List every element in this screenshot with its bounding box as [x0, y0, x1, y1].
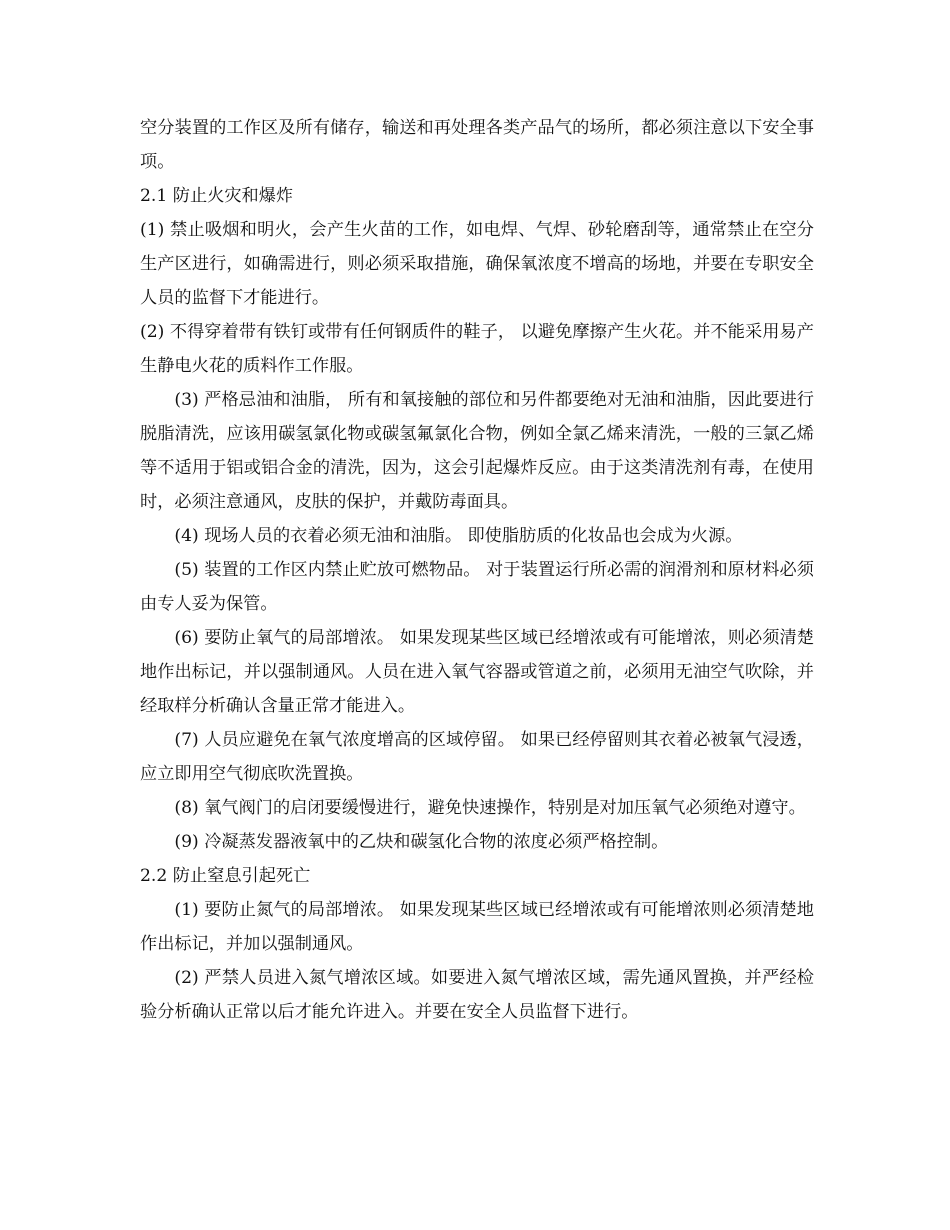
suffocation-item-2: (2) 严禁人员进入氮气增浓区域。如要进入氮气增浓区域，需先通风置换，并严经检验分析确认正常以后才能允许进入。并要在安全人员监督下进行。 [140, 968, 814, 1022]
fire-item-2: (2) 不得穿着带有铁钉或带有任何钢质件的鞋子， 以避免摩擦产生火花。并不能采用易产生静电火花的质料作工作服。 [140, 322, 814, 376]
section-heading-suffocation: 2.2 防止窒息引起死亡 [140, 866, 311, 886]
fire-item-1: (1) 禁止吸烟和明火，会产生火苗的工作，如电焊、气焊、砂轮磨刮等，通常禁止在空分生产区进行，如确需进行，则必须采取措施，确保氧浓度不增高的场地，并要在专职安全人员的监督下才能进行。 [140, 220, 814, 308]
fire-item-3: (3) 严格忌油和油脂， 所有和氧接触的部位和另件都要绝对无油和油脂，因此要进行脱脂清洗，应该用碳氢氯化物或碳氢氟氯化合物，例如全氯乙烯来清洗，一般的三氯乙烯等不适用于铝或铝合金的清洗，因为，这会引起爆炸反应。由于这类清洗剂有毒，在使用时，必须注意通风，皮肤的保护，并戴防毒面具。 [140, 390, 814, 512]
fire-item-9: (9) 冷凝蒸发器液氧中的乙炔和碳氢化合物的浓度必须严格控制。 [174, 832, 669, 852]
fire-item-7: (7) 人员应避免在氧气浓度增高的区域停留。 如果已经停留则其衣着必被氧气浸透，应立即用空气彻底吹洗置换。 [140, 730, 814, 784]
document-body [140, 111, 814, 1029]
section-heading-fire: 2.1 防止火灾和爆炸 [140, 186, 294, 206]
fire-item-5: (5) 装置的工作区内禁止贮放可燃物品。 对于装置运行所必需的润滑剂和原材料必须由专人妥为保管。 [140, 560, 814, 614]
fire-item-8: (8) 氧气阀门的启闭要缓慢进行，避免快速操作，特别是对加压氧气必须绝对遵守。 [174, 798, 806, 818]
fire-item-4: (4) 现场人员的衣着必须无油和油脂。 即使脂肪质的化妆品也会成为火源。 [174, 526, 743, 546]
fire-item-6: (6) 要防止氧气的局部增浓。 如果发现某些区域已经增浓或有可能增浓，则必须清楚地作出标记，并以强制通风。人员在进入氧气容器或管道之前，必须用无油空气吹除，并经取样分析确认含量正常才能进入。 [140, 628, 814, 716]
intro-paragraph: 空分装置的工作区及所有储存，输送和再处理各类产品气的场所，都必须注意以下安全事项。 [140, 118, 814, 172]
suffocation-item-1: (1) 要防止氮气的局部增浓。 如果发现某些区域已经增浓或有可能增浓则必须清楚地作出标记，并加以强制通风。 [140, 900, 814, 954]
